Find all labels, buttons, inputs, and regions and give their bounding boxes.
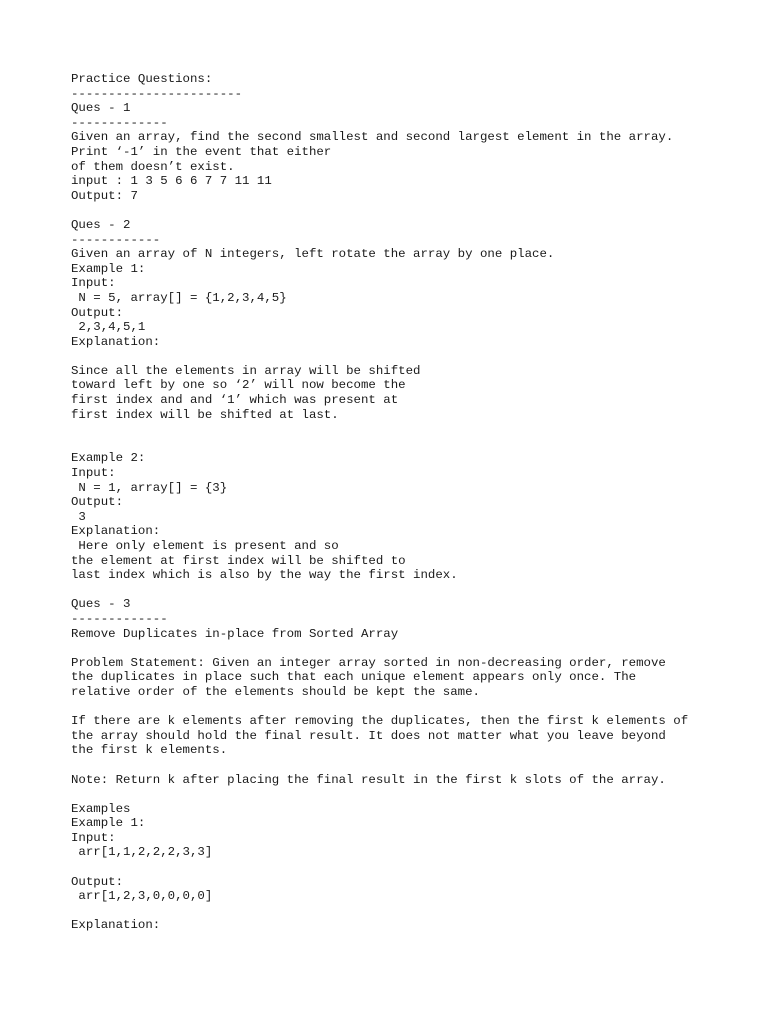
output-label: Output: <box>71 874 124 889</box>
ques-2-heading: Ques - 2 <box>71 217 131 232</box>
ques-1-underline: ------------- <box>71 115 168 130</box>
blank-line <box>71 758 731 773</box>
input-value: arr[1,1,2,2,2,3,3] <box>71 845 213 860</box>
blank-line <box>71 787 731 802</box>
blank-line <box>71 860 731 875</box>
explanation-text-line: toward left by one so ‘2’ will now become the <box>71 378 406 393</box>
example-heading: Example 1: <box>71 816 146 831</box>
note-line: Note: Return k after placing the final result in the first k slots of the array. <box>71 772 666 787</box>
blank-line <box>71 203 731 218</box>
output-value: arr[1,2,3,0,0,0,0] <box>71 889 213 904</box>
ques-2-text-line: Given an array of N integers, left rotate the array by one place. <box>71 247 555 262</box>
input-label: Input: <box>71 466 116 481</box>
output-value: 3 <box>71 509 86 524</box>
blank-line <box>71 422 731 437</box>
explanation-label: Explanation: <box>71 524 161 539</box>
document-page <box>71 72 731 933</box>
blank-line <box>71 904 731 919</box>
input-value: N = 5, array[] = {1,2,3,4,5} <box>71 290 287 305</box>
ques-3-heading: Ques - 3 <box>71 597 131 612</box>
explanation-label: Explanation: <box>71 334 161 349</box>
ques-1-input-line: input : 1 3 5 6 6 7 7 11 11 <box>71 174 272 189</box>
explanation-text-line: first index will be shifted at last. <box>71 407 339 422</box>
output-label: Output: <box>71 495 124 510</box>
explanation-label: Explanation: <box>71 918 161 933</box>
ques-1-text-line: Given an array, find the second smallest and second largest element in the array. <box>71 130 674 145</box>
input-value: N = 1, array[] = {3} <box>71 480 228 495</box>
blank-line <box>71 583 731 598</box>
blank-line <box>71 349 731 364</box>
ques-2-underline: ------------ <box>71 232 161 247</box>
output-value: 2,3,4,5,1 <box>71 320 146 335</box>
output-label: Output: <box>71 305 124 320</box>
blank-line <box>71 700 731 715</box>
examples-heading: Examples <box>71 801 131 816</box>
ques-1-output-line: Output: 7 <box>71 188 138 203</box>
explanation-text-line: Since all the elements in array will be shifted <box>71 363 421 378</box>
ques-3-underline: ------------- <box>71 611 168 626</box>
input-label: Input: <box>71 276 116 291</box>
blank-line <box>71 641 731 656</box>
problem-statement-line: relative order of the elements should be kept the same. <box>71 684 480 699</box>
problem-statement-line: the array should hold the final result. It does not matter what you leave beyond <box>71 728 666 743</box>
ques-1-text-line: of them doesn’t exist. <box>71 159 235 174</box>
input-label: Input: <box>71 830 116 845</box>
explanation-text-line: last index which is also by the way the first index. <box>71 568 458 583</box>
problem-statement-line: Problem Statement: Given an integer array sorted in non-decreasing order, remove <box>71 655 666 670</box>
example-heading: Example 1: <box>71 261 146 276</box>
problem-statement-line: If there are k elements after removing the duplicates, then the first k elements of <box>71 714 689 729</box>
explanation-text-line: first index and and ‘1’ which was present at <box>71 393 399 408</box>
ques-1-heading: Ques - 1 <box>71 101 131 116</box>
problem-statement-line: the first k elements. <box>71 743 228 758</box>
blank-line <box>71 437 731 452</box>
example-heading: Example 2: <box>71 451 146 466</box>
ques-1-text-line: Print ‘-1’ in the event that either <box>71 144 332 159</box>
title-underline: ----------------------- <box>71 86 243 101</box>
doc-title: Practice Questions: <box>71 72 213 86</box>
problem-statement-line: the duplicates in place such that each unique element appears only once. The <box>71 670 637 685</box>
ques-3-title: Remove Duplicates in-place from Sorted Array <box>71 626 399 641</box>
explanation-text-line: the element at first index will be shifted to <box>71 553 406 568</box>
explanation-text-line: Here only element is present and so <box>71 539 339 553</box>
